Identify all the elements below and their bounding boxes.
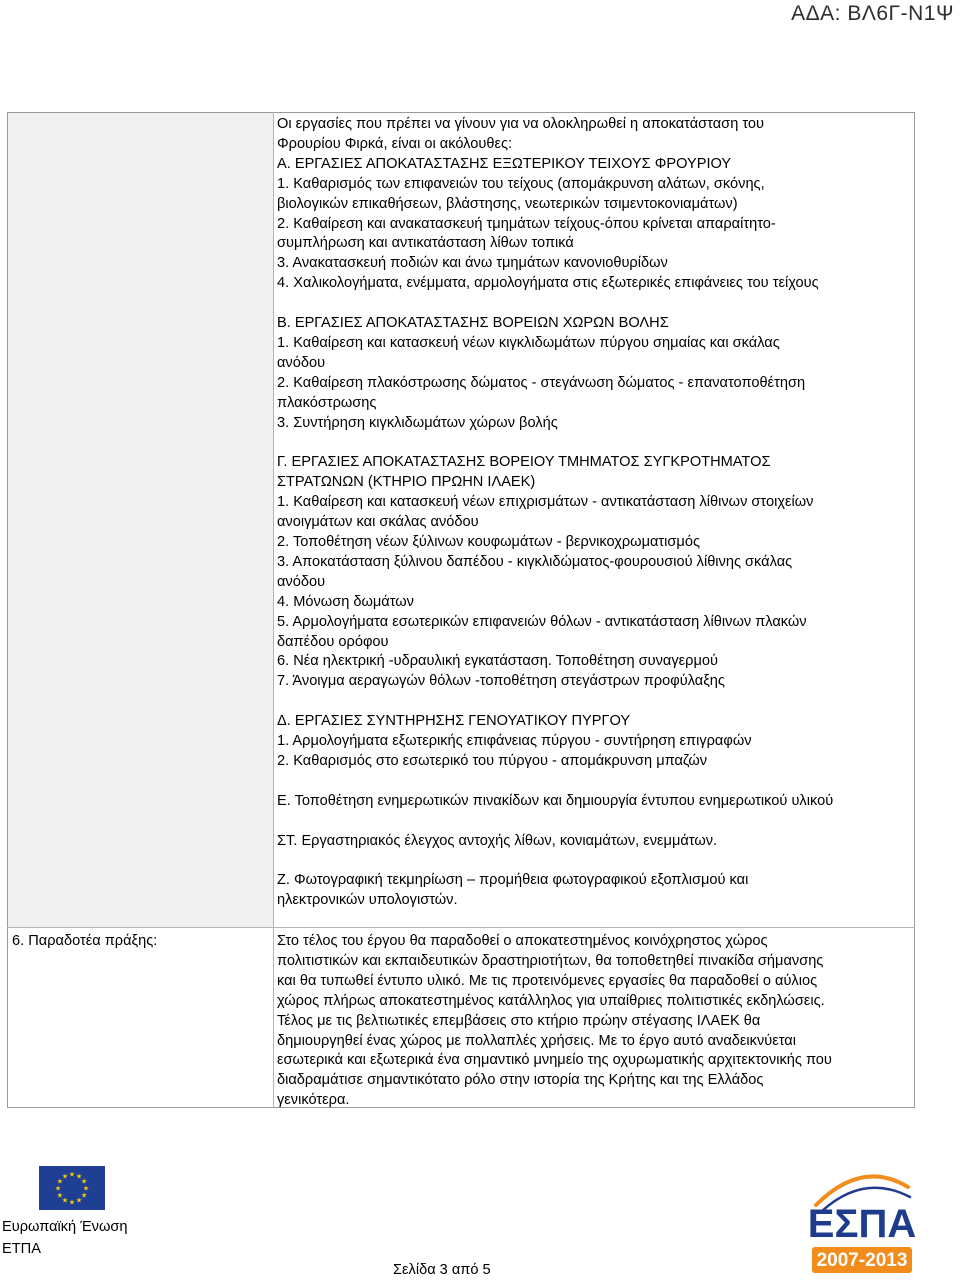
works-line: 6. Νέα ηλεκτρική -υδραυλική εγκατάσταση. Τοποθέτηση συναγερμού <box>277 653 718 670</box>
deliverables-line: πολιτιστικών και εκπαιδευτικών δραστηριοτήτων, θα τοποθετηθεί πινακίδα σήμανσης <box>277 952 824 969</box>
works-line: Ε. Τοποθέτηση ενημερωτικών πινακίδων και δημιουργία έντυπου ενημερωτικού υλικού <box>277 792 834 809</box>
espa-years: 2007-2013 <box>816 1250 908 1271</box>
eu-star-icon: ★ <box>75 1173 83 1181</box>
page-number: Σελίδα 3 από 5 <box>393 1262 491 1278</box>
eu-fund: ΕΤΠΑ <box>2 1241 41 1257</box>
eu-star-icon: ★ <box>54 1185 62 1193</box>
deliverables-line: διαδραμάτισε σημαντικότατο ρόλο στην ιστορία της Κρήτης και της Ελλάδος <box>277 1072 764 1089</box>
deliverables-line: δημιουργηθεί ένας χώρος με πολλαπλές χρήσεις. Με το έργο αυτό αναδεικνύεται <box>277 1032 796 1049</box>
works-line: 3. Αποκατάσταση ξύλινου δαπέδου - κιγκλιδώματος-φουρουσιού λίθινης σκάλας <box>277 553 793 570</box>
works-line: δαπέδου ορόφου <box>277 633 389 650</box>
works-line: Β. ΕΡΓΑΣΙΕΣ ΑΠΟΚΑΤΑΣΤΑΣΗΣ ΒΟΡΕΙΩΝ ΧΩΡΩΝ ΒΟΛΗΣ <box>277 315 669 332</box>
deliverables-line: χώρος πλήρως αποκατεστημένος κατάλληλος για υπαίθριες πολιτιστικές εκδηλώσεις. <box>277 992 825 1009</box>
works-line: Φρουρίου Φιρκά, είναι οι ακόλουθες: <box>277 135 513 152</box>
eu-star-icon: ★ <box>80 1178 88 1186</box>
deliverables-line: Στο τέλος του έργου θα παραδοθεί ο αποκατεστημένος κοινόχρηστος χώρος <box>277 933 768 949</box>
espa-name: ΕΣΠΑ <box>808 1202 916 1246</box>
eu-star-icon: ★ <box>80 1192 88 1200</box>
works-line: 2. Καθαρισμός στο εσωτερικό του πύργου - απομάκρυνση μπαζών <box>277 752 708 769</box>
works-line: Οι εργασίες που πρέπει να γίνουν για να ολοκληρωθεί η αποκατάσταση του <box>277 116 765 132</box>
works-line: βιολογικών επικαθήσεων, βλάστησης, νεωτερικών τσιμεντοκονιαμάτων) <box>277 195 738 212</box>
eu-star-icon: ★ <box>82 1185 90 1193</box>
works-line: 3. Συντήρηση κιγκλιδωμάτων χώρων βολής <box>277 414 558 431</box>
works-line: 2. Καθαίρεση και ανακατασκευή τμημάτων τείχους-όπου κρίνεται απαραίτητο- <box>277 215 776 232</box>
eu-star-icon: ★ <box>68 1199 76 1207</box>
eu-star-icon: ★ <box>56 1178 64 1186</box>
eu-star-icon: ★ <box>75 1197 83 1205</box>
works-line: ανοιγμάτων και σκάλας ανόδου <box>277 514 479 531</box>
table-left-cell <box>8 113 273 927</box>
blank-line <box>277 851 913 871</box>
works-line: 3. Ανακατασκευή ποδιών και άνω τμημάτων κανονιοθυρίδων <box>277 255 668 272</box>
works-line: ανόδου <box>277 573 326 590</box>
works-line: ΣΤΡΑΤΩΝΩΝ (ΚΤΗΡΙΟ ΠΡΩΗΝ ΙΛΑΕΚ) <box>277 474 536 491</box>
eu-flag-icon <box>39 1166 105 1210</box>
eu-name: Ευρωπαϊκή Ένωση <box>2 1219 128 1235</box>
deliverables-line: και θα τυπωθεί έντυπο υλικό. Με τις προτεινόμενες εργασίες θα παραδοθεί ο αύλιος <box>277 972 818 989</box>
works-line: 4. Χαλικολογήματα, ενέμματα, αρμολογήματα στις εξωτερικές επιφάνειες του τείχους <box>277 275 819 292</box>
works-line: 2. Καθαίρεση πλακόστρωσης δώματος - στεγάνωση δώματος - επανατοποθέτηση <box>277 374 806 391</box>
works-line: συμπλήρωση και αντικατάσταση λίθων τοπικά <box>277 235 574 252</box>
blank-line <box>277 692 913 712</box>
works-line: πλακόστρωσης <box>277 394 377 411</box>
works-line: Γ. ΕΡΓΑΣΙΕΣ ΑΠΟΚΑΤΑΣΤΑΣΗΣ ΒΟΡΕΙΟΥ ΤΜΗΜΑΤΟΣ ΣΥΓΚΡΟΤΗΜΑΤΟΣ <box>277 454 771 471</box>
works-line: Δ. ΕΡΓΑΣΙΕΣ ΣΥΝΤΗΡΗΣΗΣ ΓΕΝΟΥΑΤΙΚΟΥ ΠΥΡΓΟΥ <box>277 713 631 730</box>
works-line: Ζ. Φωτογραφική τεκμηρίωση – προμήθεια φωτογραφικού εξοπλισμού και <box>277 872 749 889</box>
works-line: 1. Αρμολογήματα εξωτερικής επιφάνειας πύργου - συντήρηση επιγραφών <box>277 733 752 750</box>
espa-logo-icon <box>808 1165 916 1281</box>
table-column-divider <box>273 112 274 1108</box>
ada-code: ΑΔΑ: ΒΛ6Γ-Ν1Ψ <box>791 2 954 25</box>
eu-star-icon: ★ <box>68 1171 76 1179</box>
eu-caption <box>2 1216 127 1260</box>
works-line: 7. Άνοιγμα αεραγωγών θόλων -τοποθέτηση στεγάστρων προφύλαξης <box>277 673 725 690</box>
works-line: ανόδου <box>277 354 326 371</box>
works-line: Α. ΕΡΓΑΣΙΕΣ ΑΠΟΚΑΤΑΣΤΑΣΗΣ ΕΞΩΤΕΡΙΚΟΥ ΤΕΙΧΟΥΣ ΦΡΟΥΡΙΟΥ <box>277 155 732 172</box>
works-line: 1. Καθαίρεση και κατασκευή νέων επιχρισμάτων - αντικατάσταση λίθινων στοιχείων <box>277 494 814 511</box>
deliverables-line: γενικότερα. <box>277 1092 350 1109</box>
table-row-divider <box>7 927 915 928</box>
deliverables-line: εσωτερικά και εξωτερικά ένα σημαντικό μνημείο της οχυρωματικής αρχιτεκτονικής που <box>277 1052 832 1069</box>
works-line: 4. Μόνωση δωμάτων <box>277 593 414 610</box>
works-line: 5. Αρμολογήματα εσωτερικών επιφανειών θόλων - αντικατάσταση λίθινων πλακών <box>277 613 807 630</box>
works-line: ΣΤ. Εργαστηριακός έλεγχος αντοχής λίθων, κονιαμάτων, ενεμμάτων. <box>277 832 718 849</box>
deliverables-text <box>277 932 913 1111</box>
blank-line <box>277 772 913 792</box>
deliverables-label: 6. Παραδοτέα πράξης: <box>12 933 158 949</box>
works-line: 1. Καθαίρεση και κατασκευή νέων κιγκλιδωμάτων πύργου σημαίας και σκάλας <box>277 334 780 351</box>
eu-star-icon: ★ <box>61 1197 69 1205</box>
works-description <box>277 115 913 911</box>
works-line: ηλεκτρονικών υπολογιστών. <box>277 892 458 909</box>
eu-star-icon: ★ <box>61 1173 69 1181</box>
works-line: 2. Τοποθέτηση νέων ξύλινων κουφωμάτων - βερνικοχρωματισμός <box>277 534 700 550</box>
blank-line <box>277 294 913 314</box>
deliverables-line: Τέλος με τις βελτιωτικές επεμβάσεις στο κτήριο πρώην στέγασης ΙΛΑΕΚ θα <box>277 1012 761 1029</box>
eu-star-icon: ★ <box>56 1192 64 1200</box>
works-line: 1. Καθαρισμός των επιφανειών του τείχους (απομάκρυνση αλάτων, σκόνης, <box>277 175 765 192</box>
blank-line <box>277 812 913 832</box>
blank-line <box>277 433 913 453</box>
